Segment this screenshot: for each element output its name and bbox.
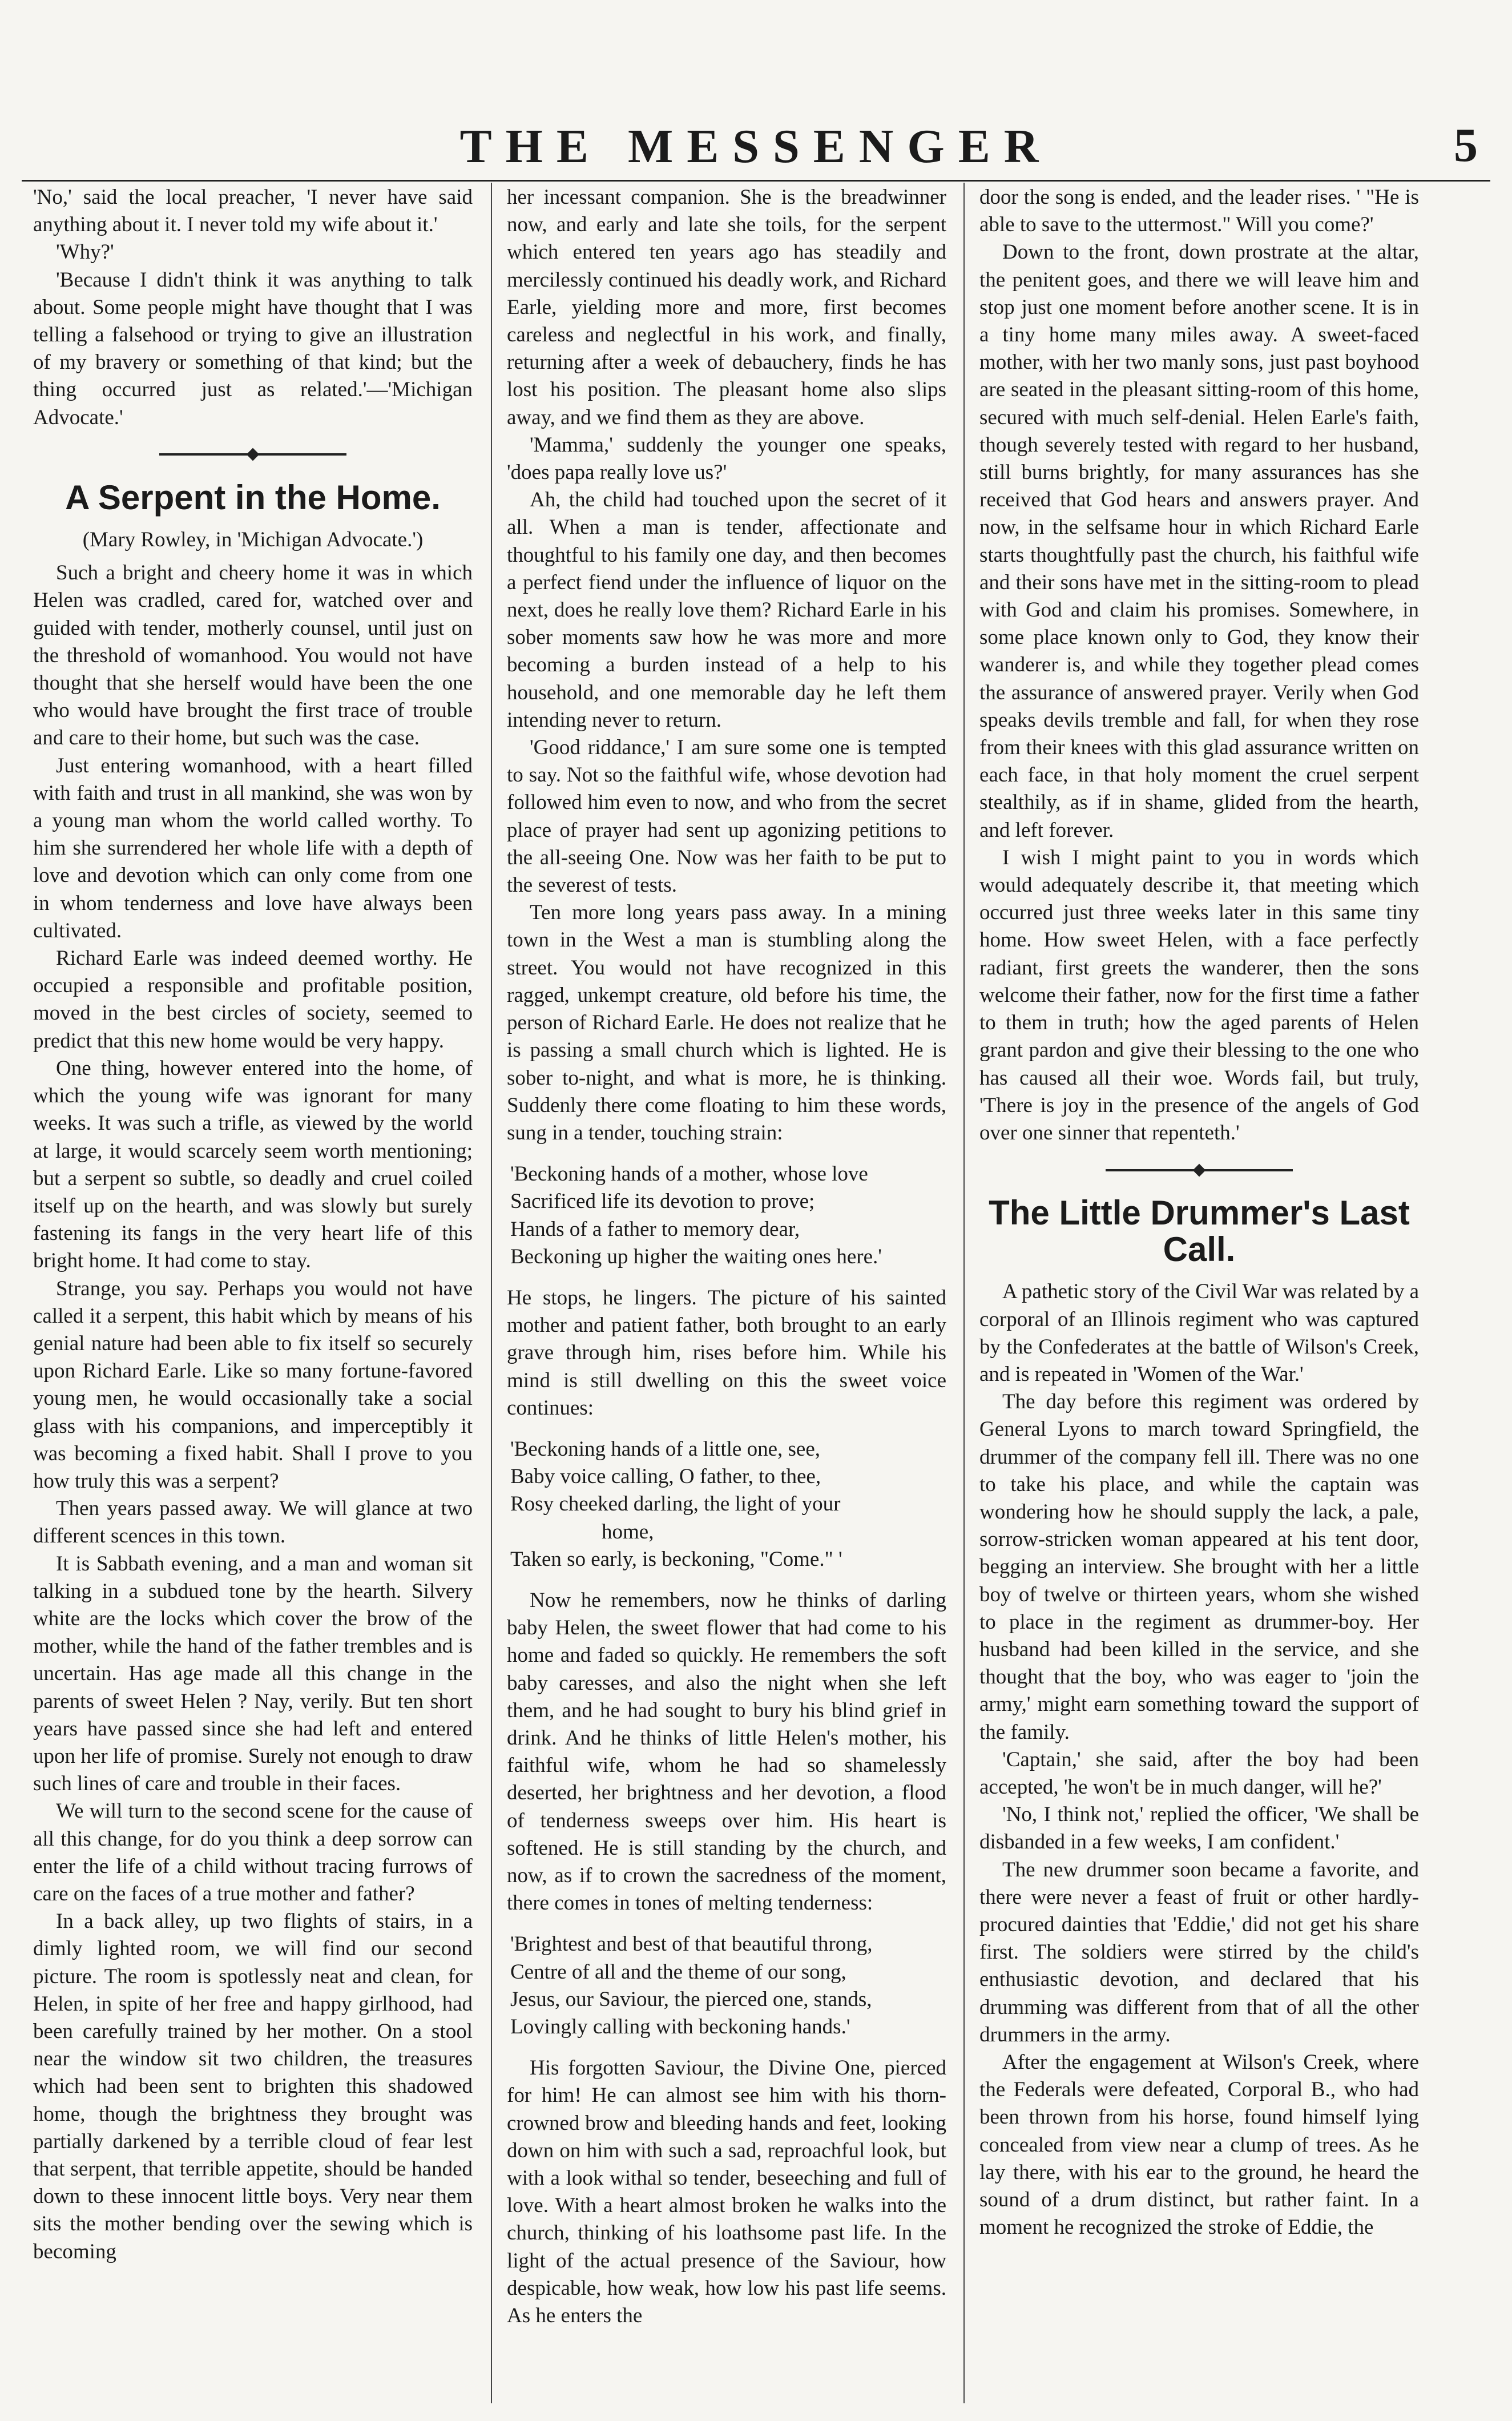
page-number: 5 [1454,119,1478,172]
paragraph: Then years passed away. We will glance at two different scences in this town. [33,1497,473,1548]
masthead [0,114,1512,177]
paragraph: He stops, he lingers. The picture of his sainted mother and patient father, both brought to an early grave through him, rises before him. While his mind is still dwelling on this the sweet voice continues: [507,1286,946,1420]
masthead-title: THE MESSENGER [459,120,1053,173]
paragraph: 'No,' said the local preacher, 'I never have said anything about it. I never told my wife about it.' [33,186,473,237]
section-divider [979,1155,1419,1182]
verse-line: 'Beckoning hands of a mother, whose love [510,1162,868,1186]
paragraph: After the engagement at Wilson's Creek, where the Federals were defeated, Corporal B., who had been thrown from his horse, found himself lying concealed from view near a clump of trees. As he lay there, with his ear to the ground, he heard the sound of a drum distinct, but rather faint. In a moment he recognized the stroke of Eddie, the [979,2051,1419,2239]
paragraph: In a back alley, up two flights of stairs, in a dimly lighted room, we will find our second picture. The room is spotlessly neat and clean, for Helen, in spite of her free and happy girlhood, had been carefully trained by her mother. On a stool near the window sit two children, the treasures which had been sent to brighten this shadowed home, though the brightness they brought was partially darkened by a terrible cloud of fear lest that serpent, that terrible appetite, should be handed down to these innocent little boys. Very near them sits the mother bending over the sewing which is becoming [33,1910,473,2263]
verse-line: Rosy cheeked darling, the light of your [510,1492,841,1516]
article-heading: A Serpent in the Home. [65,478,441,517]
verse [510,1436,946,1573]
verse-line: 'Beckoning hands of a little one, see, [510,1437,821,1461]
paragraph: 'Why?' [56,240,114,264]
paragraph: One thing, however entered into the home, of which the young wife was ignorant for many weeks. It was such a trifle, as viewed by the world at large, it would scarcely seem worth mentioning; but a serpent so subtle, so deadly and cruel coiled itself up on the hearth, and was slowly but surely fastening its fangs in the very heart life of this bright home. It had come to stay. [33,1056,473,1273]
paragraph: It is Sabbath evening, and a man and woman sit talking in a subdued tone by the hearth. Silvery white are the locks which cover the brow of the mother, while the hand of the father trembles and is uncertain. Has age made all this change in the parents of sweet Helen ? Nay, verily. But ten short years have passed since she had left and entered upon her life of promise. Surely not enough to draw such lines of care and trouble in their faces. [33,1552,473,1796]
verse [510,1931,946,2041]
verse [510,1161,946,1271]
byline: (Mary Rowley, in 'Michigan Advocate.') [82,528,424,552]
paragraph: her incessant companion. She is the breadwinner now, and early and late she toils, for the serpent which entered ten years ago has steadily and mercilessly continued his deadly work, and Richard Earle, yielding more and more, first becomes careless and neglectful in his work, and finally, returning after a week of debauchery, finds he has lost his position. The pleasant home also slips away, and we find them as they are above. [507,186,946,429]
paragraph: Strange, you say. Perhaps you would not have called it a serpent, this habit which by means of his genial nature had been able to fix itself so securely upon Richard Earle. Like so many fortune-favored young men, he would occasionally take a social glass with his companions, and imperceptibly it was becoming a fixed habit. Shall I prove to you how truly this was a serpent? [33,1276,473,1493]
paragraph: Richard Earle was indeed deemed worthy. He occupied a responsible and profitable position, moved in the best circles of society, seemed to predict that this new home would be very happy. [33,946,473,1053]
paragraph: A pathetic story of the Civil War was related by a corporal of an Illinois regiment who was captured by the Confederates at the battle of Wilson's Creek, and is repeated in 'Women of the War.' [979,1280,1419,1386]
paragraph: door the song is ended, and the leader rises. ' "He is able to save to the uttermost." Will you come?' [979,186,1419,237]
verse-line: Baby voice calling, O father, to thee, [510,1465,821,1489]
paragraph: Ten more long years pass away. In a mining town in the West a man is stumbling along the street. You would not have recognized in this ragged, unkempt creature, old before his time, the person of Richard Earle. He does not realize that he is passing a small church which is lighted. He is sober to-night, and what is more, he is thinking. Suddenly there come floating to him these words, sung in a tender, touching strain: [507,901,946,1145]
column-divider [963,183,965,2403]
paragraph: Now he remembers, now he thinks of darling baby Helen, the sweet flower that had come to his home and faded so quickly. He remembers the soft baby caresses, and also the night when she left them, and he had sought to bury his blind grief in drink. And he thinks of little Helen's mother, his faithful wife, whom he had so shamelessly deserted, her brightness and her devotion, a flood of tenderness sweeps over him. His heart is softened. He is still standing by the church, and now, as if to crown the sacredness of the moment, there comes in tones of melting tenderness: [507,1588,946,1915]
paragraph: 'Captain,' she said, after the boy had been accepted, 'he won't be in much danger, will he?' [979,1747,1419,1799]
paragraph: 'No, I think not,' replied the officer, 'We shall be disbanded in a few weeks, I am confident.' [979,1803,1419,1854]
paragraph: Such a bright and cheery home it was in which Helen was cradled, cared for, watched over and guided with tender, motherly counsel, until just on the threshold of womanhood. You would not have thought that she herself would have been the one who would have brought the first trace of trouble and care to their home, but such was the case. [33,561,473,750]
verse-line: Sacrificed life its devotion to prove; [510,1190,815,1214]
section-divider [33,440,473,467]
paragraph: Just entering womanhood, with a heart filled with faith and trust in all mankind, she was won by a young man whom the world called worthy. To him she surrendered her whole life with a depth of love and devotion which can only come from one in whom tenderness and love have always been cultivated. [33,754,473,942]
verse-line: Jesus, our Saviour, the pierced one, stands, [510,1987,872,2011]
verse-line: Hands of a father to memory dear, [510,1217,800,1241]
verse-line: home, [602,1520,654,1544]
verse-line: Lovingly calling with beckoning hands.' [510,2015,850,2039]
paragraph: The day before this regiment was ordered by General Lyons to march toward Springfield, the drummer of the company fell ill. There was no one to take his place, and while the captain was wondering how he should supply the lack, a pale, sorrow-stricken woman appeared at his tent door, begging an interview. She brought with her a little boy of twelve or thirteen years, whom she wished to place in the regiment as drummer-boy. Her husband had been killed in the service, and she thought that the boy, who was eager to 'join the army,' might earn something toward the support of the family. [979,1390,1419,1744]
verse-line: Beckoning up higher the waiting ones here.' [510,1244,882,1268]
paragraph: His forgotten Saviour, the Divine One, pierced for him! He can almost see him with his thorn-crowned brow and bleeding hands and feet, looking down on him with such a sad, reproachful look, but with a look withal so tender, beseeching and full of love. With a heart almost broken he walks into the church, thinking of his loathsome past life. In the light of the actual presence of the Saviour, how despicable, how weak, how low his past life seems. As he enters the [507,2056,946,2328]
column-2 [507,184,946,2399]
column-1 [33,184,473,2399]
paragraph: 'Good riddance,' I am sure some one is tempted to say. Not so the faithful wife, whose devotion had followed him even to now, and who from the secret place of prayer had sent up agonizing petitions to the all-seeing One. Now was her faith to be put to the severest of tests. [507,736,946,897]
paragraph: 'Because I didn't think it was anything to talk about. Some people might have thought that I was telling a falsehood or trying to give an illustration of my bravery or something of that kind; but the thing occurred just as related.'—'Michigan Advocate.' [33,268,473,429]
article-heading: The Little Drummer's Last Call. [989,1194,1410,1269]
column-3 [979,184,1419,2399]
paragraph: Down to the front, down prostrate at the altar, the penitent goes, and there we will leave him and stop just one moment before another scene. It is in a tiny home many miles away. A sweet-faced mother, with her two manly sons, just past boyhood are seated in the pleasant sitting-room of this home, secured with much self-denial. Helen Earle's faith, though severely tested with regard to her husband, still burns brightly, for many assurances has she received that God hears and answers prayer. And now, in the selfsame hour in which Richard Earle starts thoughtfully past the church, his faithful wife and their sons have met in the sitting-room to plead with God and claim his promises. Somewhere, in some place known only to God, they know their wanderer is, and while they together plead comes the assurance of answered prayer. Verily when God speaks devils tremble and fall, for when they rose from their knees with this glad assurance written on each face, in that holy moment the cruel serpent stealthily, as if in shame, glided from the hearth, and left forever. [979,240,1419,842]
verse-line: Taken so early, is beckoning, "Come." ' [510,1547,842,1571]
paragraph: I wish I might paint to you in words which would adequately describe it, that meeting which occurred just three weeks later in this same tiny home. How sweet Helen, with a face perfectly radiant, first greets the wanderer, then the sons welcome their father, now for the first time a father to them in truth; how the aged parents of Helen grant pardon and give their blessing to the one who has caused all their woe. Words fail, but truly, 'There is joy in the presence of the angels of God over one sinner that repenteth.' [979,845,1419,1145]
column-divider [491,183,492,2403]
verse-line: Centre of all and the theme of our song, [510,1960,846,1984]
paragraph: 'Mamma,' suddenly the younger one speaks, 'does papa really love us?' [507,433,946,485]
paragraph: The new drummer soon became a favorite, and there were never a feast of fruit or other hardly-procured dainties that 'Eddie,' did not get his share first. The soldiers were stirred by the child's enthusiastic devotion, and declared that his drumming was different from that of all the other drummers in the army. [979,1858,1419,2047]
verse-line: 'Brightest and best of that beautiful throng, [510,1932,873,1956]
paragraph: We will turn to the second scene for the cause of all this change, for do you think a deep sorrow can enter the life of a child without tracing furrows of care on the faces of a true mother and father? [33,1799,473,1906]
masthead-rule [22,180,1490,182]
paragraph: Ah, the child had touched upon the secret of it all. When a man is tender, affectionate and thoughtful to his family one day, and then becomes a perfect fiend under the influence of liquor on the next, does he really love them? Richard Earle in his sober moments saw how he was more and more becoming a burden instead of a help to his household, and one memorable day he left them intending never to return. [507,488,946,732]
